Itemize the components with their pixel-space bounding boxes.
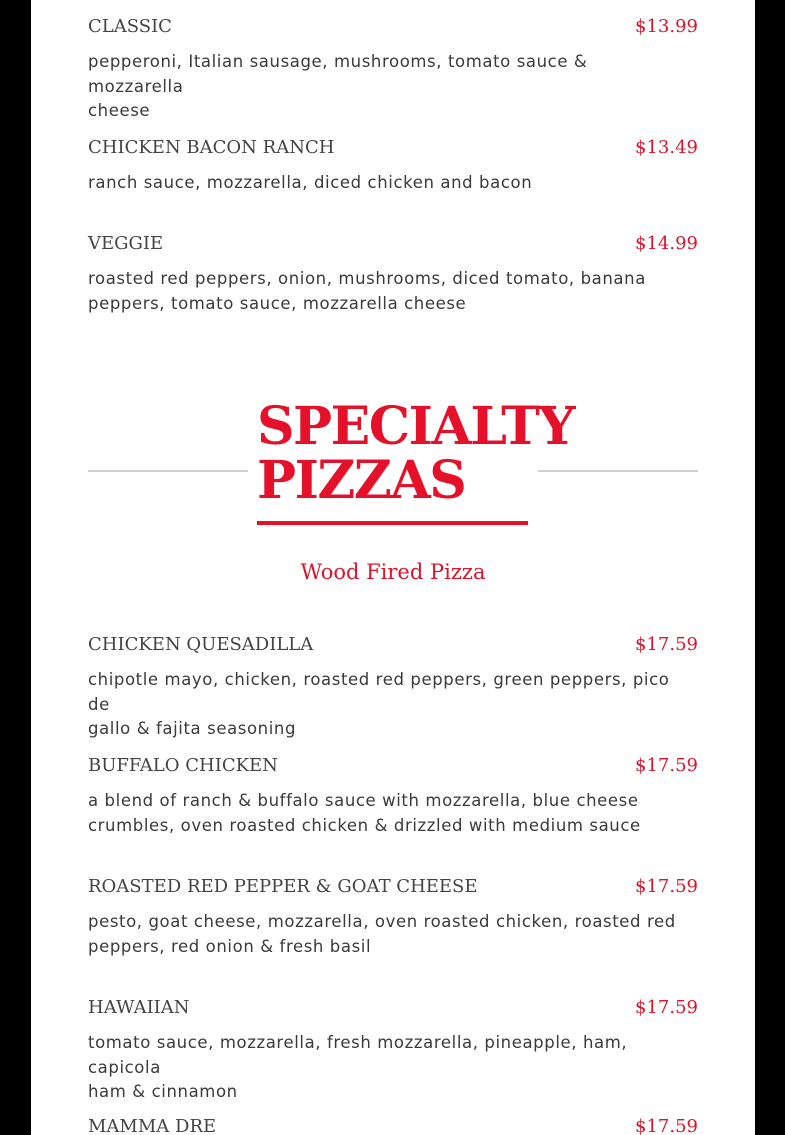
menu-item-hawaiian [88,995,698,1105]
menu-item-mamma-dre [88,1114,698,1135]
menu-item-veggie [88,231,698,316]
menu-page [31,0,755,1135]
divider-left [88,470,248,472]
section-heading: SPECIALTY PIZZAS [257,396,574,511]
section-subtitle: Wood Fired Pizza [300,560,486,584]
item-description: roasted red peppers, onion, mushrooms, diced tomato, banana peppers, tomato sauce, mozzarella cheese [88,269,646,313]
item-price: $17.59 [635,997,698,1018]
item-price: $17.59 [635,1116,698,1135]
item-name: HAWAIIAN [88,997,190,1018]
item-name: CHICKEN QUESADILLA [88,634,314,655]
heading-underline [257,521,528,525]
item-price: $17.59 [635,755,698,776]
item-name: ROASTED RED PEPPER & GOAT CHEESE [88,876,478,897]
item-name: VEGGIE [88,233,164,254]
item-name: BUFFALO CHICKEN [88,755,278,776]
item-description: tomato sauce, mozzarella, fresh mozzarella, pineapple, ham, capicola ham & cinnamon [88,1033,628,1101]
menu-item-chicken-quesadilla [88,632,698,742]
item-price: $14.99 [635,233,698,254]
item-price: $17.59 [635,634,698,655]
item-price: $17.59 [635,876,698,897]
item-name: MAMMA DRE [88,1116,217,1135]
item-description: a blend of ranch & buffalo sauce with mozzarella, blue cheese crumbles, oven roasted chicken & drizzled with medium sauce [88,791,641,835]
menu-item-chicken-bacon-ranch [88,135,698,196]
item-price: $13.49 [635,137,698,158]
item-description: chipotle mayo, chicken, roasted red peppers, green peppers, pico de gallo & fajita seasoning [88,670,670,738]
item-description: ranch sauce, mozzarella, diced chicken and bacon [88,173,533,192]
item-name: CLASSIC [88,16,172,37]
item-name: CHICKEN BACON RANCH [88,137,335,158]
menu-item-classic [88,14,698,124]
menu-item-buffalo-chicken [88,753,698,838]
item-description: pepperoni, Italian sausage, mushrooms, tomato sauce & mozzarella cheese [88,52,588,120]
item-price: $13.99 [635,16,698,37]
menu-item-roasted-red-pepper-goat-cheese [88,874,698,959]
item-description: pesto, goat cheese, mozzarella, oven roasted chicken, roasted red peppers, red onion & fresh basil [88,912,676,956]
